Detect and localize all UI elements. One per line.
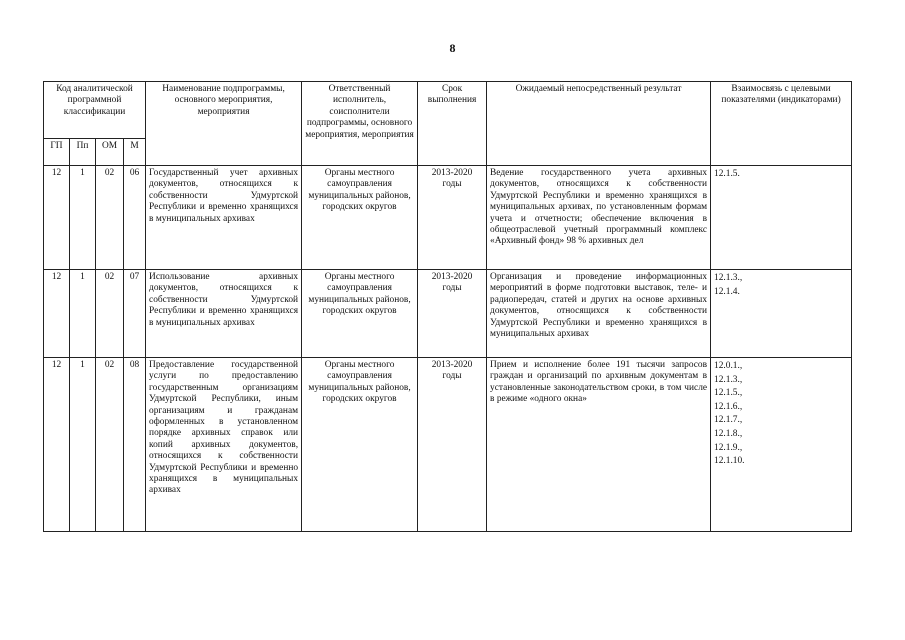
program-table [43, 81, 852, 532]
header-executor: Ответственный исполнитель, соисполнители подпрограммы, основного мероприятия, мероприятия [302, 82, 418, 166]
cell-m: 07 [124, 270, 146, 358]
header-term: Срок выполнения [418, 82, 487, 166]
cell-term: 2013-2020 годы [418, 358, 487, 532]
cell-term: 2013-2020 годы [418, 270, 487, 358]
table-row [44, 166, 852, 270]
cell-gp: 12 [44, 166, 70, 270]
indicator-code: 12.1.5. [714, 169, 740, 179]
header-code-group: Код аналитической программной классификации [44, 82, 146, 139]
header-om: ОМ [96, 139, 124, 166]
cell-gp: 12 [44, 358, 70, 532]
cell-indicators [711, 166, 852, 270]
cell-name: Государственный учет архивных документов, относящихся к собственности Удмуртской Республики и временно хранящихся в муниципальных архивах [146, 166, 302, 270]
header-result: Ожидаемый непосредственный результат [487, 82, 711, 166]
header-gp: ГП [44, 139, 70, 166]
indicator-code: 12.1.6., [714, 401, 743, 412]
cell-pp: 1 [70, 270, 96, 358]
indicator-code: 12.1.7., [714, 415, 743, 426]
indicator-code: 12.1.10. [714, 456, 745, 467]
indicator-code: 12.1.3., [714, 273, 743, 283]
cell-indicators [711, 270, 852, 358]
header-indicators: Взаимосвязь с целевыми показателями (индикаторами) [711, 82, 852, 166]
indicator-code: 12.1.3., [714, 374, 743, 385]
header-m: М [124, 139, 146, 166]
indicator-code: 12.1.5., [714, 388, 743, 399]
cell-m: 08 [124, 358, 146, 532]
cell-pp: 1 [70, 358, 96, 532]
table-row [44, 358, 852, 532]
header-pp: Пп [70, 139, 96, 166]
cell-name: Предоставление государственной услуги по предоставлению государственным организациям Удмуртской Республики, иным организациям и гражданам оформленных в установленном порядке архивных справок или копий архивных документов, относящихся к собственности Удмуртской Республики и временно хранящихся в муниципальных архивах [146, 358, 302, 532]
indicator-code: 12.1.9., [714, 442, 743, 453]
cell-result: Ведение государственного учета архивных документов, относящихся к собственности Удмуртской Республики и временно хранящихся в муниципальных архивах, по установленным формам учета и отчетности; обеспечение включения в общеотраслевой учетный программный комплекс «Архивный фонд» 98 % архивных дел [487, 166, 711, 270]
cell-om: 02 [96, 166, 124, 270]
indicator-code: 12.1.4. [714, 286, 740, 297]
cell-gp: 12 [44, 270, 70, 358]
cell-executor: Органы местного самоуправления муниципальных районов, городских округов [302, 358, 418, 532]
cell-pp: 1 [70, 166, 96, 270]
indicator-code: 12.0.1., [714, 361, 743, 371]
table-row [44, 270, 852, 358]
header-name: Наименование подпрограммы, основного мероприятия, мероприятия [146, 82, 302, 166]
cell-om: 02 [96, 270, 124, 358]
cell-indicators [711, 358, 852, 532]
page-number: 8 [449, 41, 456, 55]
cell-term: 2013-2020 годы [418, 166, 487, 270]
cell-executor: Органы местного самоуправления муниципальных районов, городских округов [302, 270, 418, 358]
cell-name: Использование архивных документов, относящихся к собственности Удмуртской Республики и временно хранящихся в муниципальных архивах [146, 270, 302, 358]
cell-executor: Органы местного самоуправления муниципальных районов, городских округов [302, 166, 418, 270]
cell-result: Прием и исполнение более 191 тысячи запросов граждан и организаций по архивным документам в установленные законодательством сроки, в том числе в режиме «одного окна» [487, 358, 711, 532]
cell-om: 02 [96, 358, 124, 532]
cell-result: Организация и проведение информационных мероприятий в форме подготовки выставок, теле- и радиопередач, статей и других на основе архивных документов, относящихся к собственности Удмуртской Республики и временно хранящихся в муниципальных архивах [487, 270, 711, 358]
indicator-code: 12.1.8., [714, 428, 743, 439]
cell-m: 06 [124, 166, 146, 270]
